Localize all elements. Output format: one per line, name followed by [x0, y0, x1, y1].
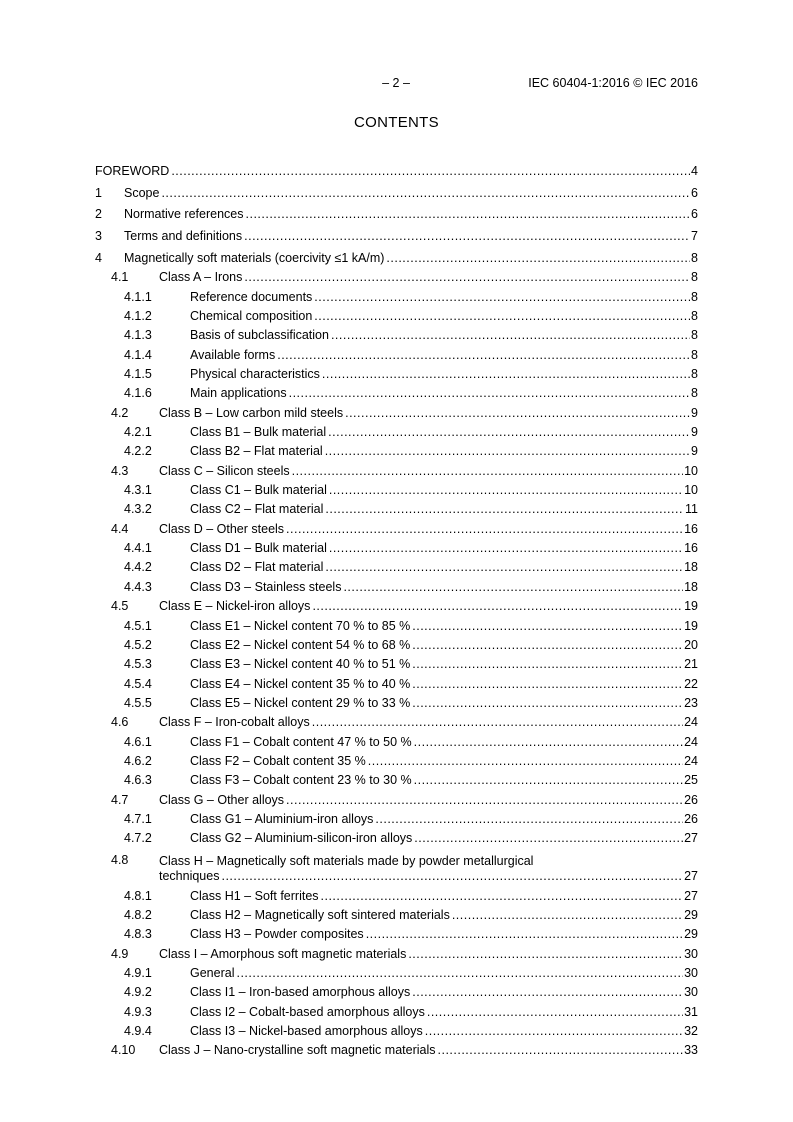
toc-entry-title: Class E1 – Nickel content 70 % to 85 %: [190, 618, 411, 633]
toc-entry-number: 4.6.3: [124, 773, 152, 788]
toc-entry[interactable]: [95, 981, 698, 1000]
toc-leader-dots: [292, 464, 683, 479]
toc-leader-dots: [412, 638, 683, 653]
toc-entry-page: 26: [684, 792, 698, 807]
toc-entry-number: 4.8.2: [124, 907, 152, 922]
toc-leader-dots: [246, 207, 691, 222]
toc-entry-page: 30: [684, 985, 698, 1000]
toc-entry[interactable]: [95, 440, 698, 459]
toc-entry[interactable]: [95, 498, 698, 517]
toc-entry[interactable]: [95, 614, 698, 633]
toc-entry[interactable]: [95, 459, 698, 478]
toc-entry[interactable]: [95, 827, 698, 846]
toc-entry[interactable]: [95, 244, 698, 266]
toc-entry-number: 4.2: [111, 405, 129, 420]
toc-entry-number: 4.1.2: [124, 309, 152, 324]
toc-entry-number: 1: [95, 185, 102, 200]
toc-entry-number: 4.3.2: [124, 502, 152, 517]
toc-entry-page: 8: [691, 367, 698, 382]
toc-entry[interactable]: [95, 575, 698, 594]
toc-entry-title: Class I1 – Iron-based amorphous alloys: [190, 985, 411, 1000]
toc-leader-dots: [414, 773, 683, 788]
toc-entry-number: 4.7.2: [124, 831, 152, 846]
toc-entry-title: Class E – Nickel-iron alloys: [159, 599, 311, 614]
toc-entry-title: Class H1 – Soft ferrites: [190, 888, 319, 903]
contents-title: CONTENTS: [354, 114, 439, 131]
toc-entry[interactable]: [95, 1000, 698, 1019]
toc-entry[interactable]: [95, 343, 698, 362]
toc-entry-page: 22: [684, 676, 698, 691]
toc-entry[interactable]: [95, 672, 698, 691]
toc-entry[interactable]: [95, 846, 698, 884]
toc-entry[interactable]: [95, 653, 698, 672]
toc-entry-title: Class G2 – Aluminium-silicon-iron alloys: [190, 831, 413, 846]
toc-entry[interactable]: [95, 179, 698, 201]
toc-entry-title: Class J – Nano-crystalline soft magnetic materials: [159, 1043, 436, 1058]
toc-leader-dots: [312, 599, 683, 614]
toc-entry-page: 7: [691, 229, 698, 244]
toc-entry[interactable]: [95, 692, 698, 711]
toc-entry[interactable]: [95, 363, 698, 382]
toc-entry[interactable]: [95, 769, 698, 788]
toc-leader-dots: [286, 793, 683, 808]
toc-entry-number: 4.10: [111, 1043, 136, 1058]
toc-entry-page: 29: [684, 907, 698, 922]
toc-leader-dots: [412, 677, 683, 692]
toc-entry-title: Class B1 – Bulk material: [190, 425, 327, 440]
toc-entry[interactable]: [95, 942, 698, 961]
toc-entry-page: 16: [684, 521, 698, 536]
toc-entry-number: 4.5.1: [124, 618, 152, 633]
toc-entry-page: 23: [684, 695, 698, 710]
toc-entry-title: Class B2 – Flat material: [190, 444, 323, 459]
toc-entry-page: 21: [684, 657, 698, 672]
toc-entry-number: 4.9: [111, 946, 129, 961]
toc-entry-number: 4.3.1: [124, 483, 152, 498]
toc-entry-page: 27: [684, 869, 698, 884]
toc-entry-number: 2: [95, 207, 102, 222]
toc-leader-dots: [312, 715, 683, 730]
toc-entry[interactable]: [95, 382, 698, 401]
toc-entry-page: 9: [691, 425, 698, 440]
toc-entry-title: Reference documents: [190, 289, 313, 304]
toc-entry-page: 8: [691, 270, 698, 285]
toc-entry-page: 8: [691, 309, 698, 324]
toc-entry-title: Scope: [124, 185, 160, 200]
toc-leader-dots: [289, 386, 690, 401]
toc-entry-title: Class H3 – Powder composites: [190, 927, 364, 942]
toc-entry-page: 4: [691, 163, 698, 178]
toc-entry-page: 6: [691, 207, 698, 222]
toc-entry-number: 4.1.5: [124, 367, 152, 382]
toc-entry-number: 4.6.2: [124, 753, 152, 768]
toc-entry-title: Class C2 – Flat material: [190, 502, 324, 517]
toc-leader-dots: [343, 580, 683, 595]
toc-entry-title: Class E2 – Nickel content 54 % to 68 %: [190, 637, 411, 652]
toc-entry-number: 4.7.1: [124, 811, 152, 826]
toc-entry[interactable]: [95, 517, 698, 536]
toc-leader-dots: [438, 1043, 684, 1058]
toc-entry-number: 4.9.3: [124, 1004, 152, 1019]
toc-entry[interactable]: [95, 157, 698, 179]
toc-entry-title: Class I2 – Cobalt-based amorphous alloys: [190, 1004, 425, 1019]
toc-entry-title: Class E5 – Nickel content 29 % to 33 %: [190, 695, 411, 710]
toc-leader-dots: [314, 290, 690, 305]
toc-entry-title: Chemical composition: [190, 309, 313, 324]
toc-leader-dots: [244, 229, 690, 244]
toc-entry-page: 8: [691, 328, 698, 343]
toc-entry-title: Class I – Amorphous soft magnetic materials: [159, 946, 407, 961]
toc-entry-page: 20: [684, 637, 698, 652]
toc-entry-title: Class F2 – Cobalt content 35 %: [190, 753, 366, 768]
toc-leader-dots: [427, 1005, 683, 1020]
toc-entry[interactable]: [95, 201, 698, 223]
toc-entry-title: Class F – Iron-cobalt alloys: [159, 715, 310, 730]
toc-entry[interactable]: [95, 634, 698, 653]
toc-leader-dots: [325, 560, 683, 575]
toc-entry-page: 9: [691, 405, 698, 420]
toc-leader-dots: [329, 541, 683, 556]
toc-entry[interactable]: [95, 479, 698, 498]
toc-entry-title: Class F1 – Cobalt content 47 % to 50 %: [190, 734, 412, 749]
toc-entry-number: 4.9.4: [124, 1024, 152, 1039]
page-header: [0, 76, 793, 92]
toc-entry-number: 4.1.6: [124, 386, 152, 401]
toc-entry[interactable]: [95, 711, 698, 730]
toc-entry-page: 8: [691, 386, 698, 401]
toc-entry-page: 9: [691, 444, 698, 459]
toc-entry-page: 18: [684, 560, 698, 575]
toc-entry-number: 4.6: [111, 715, 129, 730]
toc-entry-title: Terms and definitions: [124, 229, 243, 244]
toc-entry-number: 4.5.5: [124, 695, 152, 710]
toc-entry-number: 4.7: [111, 792, 129, 807]
toc-entry-number: 4.8: [111, 853, 129, 868]
toc-entry[interactable]: [95, 285, 698, 304]
toc-entry-title: Class G1 – Aluminium-iron alloys: [190, 811, 374, 826]
toc-entry-title: Magnetically soft materials (coercivity ≤1 kA/m): [124, 250, 385, 265]
toc-leader-dots: [321, 889, 684, 904]
toc-entry[interactable]: [95, 923, 698, 942]
toc-entry[interactable]: [95, 595, 698, 614]
toc-leader-dots: [325, 444, 690, 459]
toc-entry-title: Class D2 – Flat material: [190, 560, 324, 575]
toc-entry[interactable]: [95, 1020, 698, 1039]
toc-entry[interactable]: [95, 556, 698, 575]
toc-leader-dots: [331, 328, 690, 343]
toc-entry-page: 8: [691, 289, 698, 304]
toc-leader-dots: [412, 985, 683, 1000]
toc-entry-page: 8: [691, 347, 698, 362]
toc-entry-number: 4.5.4: [124, 676, 152, 691]
document-reference: IEC 60404-1:2016 © IEC 2016: [528, 76, 698, 90]
toc-entry-title: Main applications: [190, 386, 287, 401]
toc-leader-dots: [366, 927, 683, 942]
toc-entry-page: 27: [684, 831, 698, 846]
toc-entry-number: 4.5: [111, 599, 129, 614]
toc-leader-dots: [314, 309, 690, 324]
toc-leader-dots: [286, 522, 683, 537]
toc-entry-number: 4.2.1: [124, 425, 152, 440]
toc-entry[interactable]: [95, 788, 698, 807]
toc-entry-title: Class B – Low carbon mild steels: [159, 405, 344, 420]
toc-entry[interactable]: [95, 730, 698, 749]
toc-leader-dots: [277, 348, 690, 363]
toc-entry-title: Class F3 – Cobalt content 23 % to 30 %: [190, 773, 412, 788]
toc-entry[interactable]: [95, 884, 698, 903]
toc-leader-dots: [161, 186, 690, 201]
toc-entry-title: Available forms: [190, 347, 276, 362]
toc-leader-dots: [345, 406, 690, 421]
toc-entry-page: 30: [684, 946, 698, 961]
toc-entry[interactable]: [95, 962, 698, 981]
toc-entry-page: 24: [684, 734, 698, 749]
toc-entry-title: Class H2 – Magnetically soft sintered materials: [190, 907, 450, 922]
toc-entry-title: Class A – Irons: [159, 270, 243, 285]
toc-leader-dots: [412, 619, 683, 634]
toc-entry-page: 30: [684, 966, 698, 981]
toc-entry-number: 4.1.1: [124, 289, 152, 304]
toc-leader-dots: [408, 947, 683, 962]
toc-entry[interactable]: [95, 537, 698, 556]
toc-entry-page: 31: [684, 1004, 698, 1019]
toc-entry-title-continued: techniques: [159, 869, 220, 884]
toc-entry-page: 33: [684, 1043, 698, 1058]
toc-entry-page: 10: [684, 463, 698, 478]
toc-leader-dots: [322, 367, 690, 382]
toc-entry-title: Class D3 – Stainless steels: [190, 579, 342, 594]
toc-entry-number: 4.3: [111, 463, 129, 478]
toc-entry-page: 27: [684, 888, 698, 903]
toc-entry-page: 19: [684, 618, 698, 633]
toc-entry-page: 8: [691, 250, 698, 265]
toc-entry[interactable]: [95, 324, 698, 343]
toc-entry-number: 4.2.2: [124, 444, 152, 459]
toc-leader-dots: [171, 164, 690, 179]
toc-entry-number: 4.4.1: [124, 541, 152, 556]
toc-entry-number: 4.5.2: [124, 637, 152, 652]
toc-leader-dots: [375, 812, 683, 827]
toc-entry-page: 16: [684, 541, 698, 556]
toc-entry-number: 4: [95, 250, 102, 265]
toc-entry-page: 11: [685, 502, 698, 517]
toc-entry-number: 4.8.1: [124, 888, 152, 903]
toc-entry-title: Class H – Magnetically soft materials made by powder metallurgical: [159, 854, 534, 869]
toc-leader-dots: [414, 735, 683, 750]
toc-entry-page: 26: [684, 811, 698, 826]
toc-entry-number: 4.6.1: [124, 734, 152, 749]
toc-entry-title: Class C – Silicon steels: [159, 463, 290, 478]
toc-entry-title: General: [190, 966, 235, 981]
toc-leader-dots: [412, 696, 683, 711]
toc-leader-dots: [328, 425, 690, 440]
toc-entry-number: 4.4: [111, 521, 129, 536]
toc-entry[interactable]: [95, 421, 698, 440]
toc-entry-title: Class E4 – Nickel content 35 % to 40 %: [190, 676, 411, 691]
toc-entry-number: 4.9.1: [124, 966, 152, 981]
toc-entry-title: Class D1 – Bulk material: [190, 541, 327, 556]
toc-entry-number: 4.9.2: [124, 985, 152, 1000]
toc-entry-page: 32: [684, 1024, 698, 1039]
toc-entry-title: Basis of subclassification: [190, 328, 329, 343]
toc-leader-dots: [425, 1024, 683, 1039]
toc-entry-title: Class D – Other steels: [159, 521, 285, 536]
toc-entry-number: 4.1.3: [124, 328, 152, 343]
toc-entry[interactable]: [95, 808, 698, 827]
toc-entry[interactable]: [95, 222, 698, 244]
table-of-contents: [95, 157, 698, 1058]
toc-entry-title: FOREWORD: [95, 163, 170, 178]
toc-leader-dots: [414, 831, 683, 846]
toc-entry-number: 4.8.3: [124, 927, 152, 942]
toc-entry[interactable]: [95, 401, 698, 420]
toc-entry-number: 4.5.3: [124, 657, 152, 672]
toc-entry-number: 4.4.3: [124, 579, 152, 594]
toc-entry[interactable]: [95, 904, 698, 923]
toc-entry-page: 24: [684, 715, 698, 730]
toc-leader-dots: [329, 483, 683, 498]
toc-leader-dots: [368, 754, 683, 769]
toc-leader-dots: [452, 908, 683, 923]
toc-entry-number: 4.1: [111, 270, 129, 285]
toc-entry-page: 18: [684, 579, 698, 594]
toc-entry[interactable]: [95, 1039, 698, 1058]
toc-entry-number: 4.1.4: [124, 347, 152, 362]
toc-leader-dots: [244, 270, 690, 285]
toc-leader-dots: [236, 966, 683, 981]
toc-entry-title: Class I3 – Nickel-based amorphous alloys: [190, 1024, 423, 1039]
toc-entry-page: 25: [684, 773, 698, 788]
toc-entry-page: 24: [684, 753, 698, 768]
toc-leader-dots: [386, 251, 690, 266]
page-number: – 2 –: [382, 76, 410, 90]
toc-entry-title: Class C1 – Bulk material: [190, 483, 327, 498]
toc-entry-number: 4.4.2: [124, 560, 152, 575]
toc-entry-title: Class E3 – Nickel content 40 % to 51 %: [190, 657, 411, 672]
toc-entry-number: 3: [95, 229, 102, 244]
toc-entry-title: Physical characteristics: [190, 367, 320, 382]
toc-entry-page: 29: [684, 927, 698, 942]
toc-entry[interactable]: [95, 750, 698, 769]
toc-leader-dots: [325, 502, 684, 517]
toc-leader-dots: [221, 869, 683, 884]
toc-entry-page: 6: [691, 185, 698, 200]
toc-entry-page: 19: [684, 599, 698, 614]
toc-entry-title: Class G – Other alloys: [159, 792, 285, 807]
toc-entry-title: Normative references: [124, 207, 244, 222]
toc-entry[interactable]: [95, 305, 698, 324]
toc-leader-dots: [412, 657, 683, 672]
toc-entry[interactable]: [95, 266, 698, 285]
toc-entry-page: 10: [684, 483, 698, 498]
